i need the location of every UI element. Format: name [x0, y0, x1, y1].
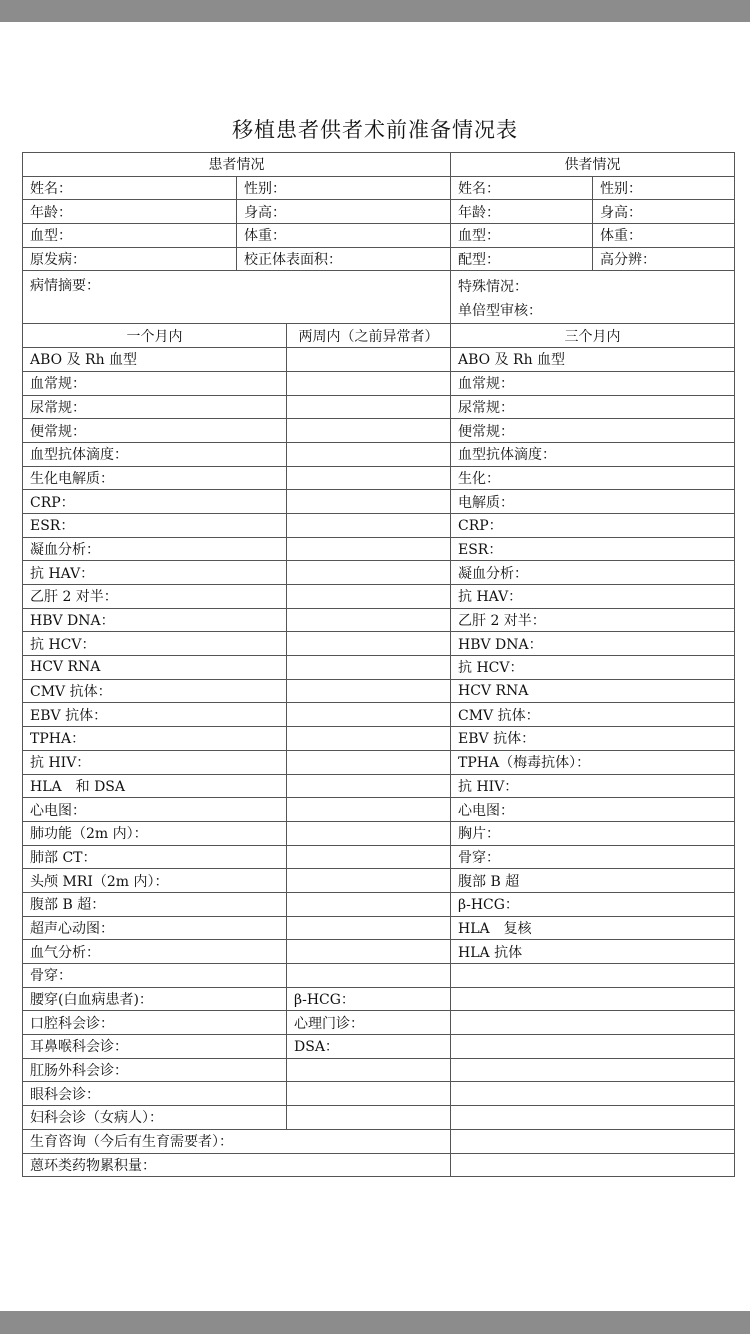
patient-one-month-item: 抗 HCV：: [23, 632, 287, 656]
patient-field: 姓名：: [23, 176, 237, 200]
check-item-row: [23, 466, 735, 490]
patient-field: 体重：: [237, 224, 451, 248]
patient-summary-field: 病情摘要：: [23, 271, 451, 324]
patient-two-week-item: [287, 632, 451, 656]
patient-one-month-item: 超声心动图：: [23, 916, 287, 940]
patient-two-week-item: [287, 348, 451, 372]
check-item-row: [23, 679, 735, 703]
patient-two-week-item: [287, 442, 451, 466]
haplotype-review-label: 单倍型审核：: [458, 303, 542, 320]
check-item-row: [23, 632, 735, 656]
patient-one-month-item: 耳鼻喉科会诊：: [23, 1035, 287, 1059]
patient-two-week-item: [287, 490, 451, 514]
donor-three-month-item: 血常规：: [451, 371, 735, 395]
section-header-row: [23, 153, 735, 177]
patient-one-month-item: 肺部 CT：: [23, 845, 287, 869]
patient-two-week-item: [287, 1082, 451, 1106]
patient-two-week-item: [287, 1106, 451, 1130]
donor-three-month-item: 乙肝 2 对半：: [451, 608, 735, 632]
wide-item-row: [23, 1153, 735, 1177]
patient-one-month-item: ABO 及 Rh 血型: [23, 348, 287, 372]
check-item-row: [23, 987, 735, 1011]
patient-one-month-item: EBV 抗体：: [23, 703, 287, 727]
donor-three-month-item: [451, 964, 735, 988]
donor-three-month-item: 凝血分析：: [451, 561, 735, 585]
patient-one-month-item: 凝血分析：: [23, 537, 287, 561]
donor-three-month-item: [451, 1106, 735, 1130]
check-item-row: [23, 371, 735, 395]
patient-two-week-item: [287, 916, 451, 940]
patient-one-month-item: HLA 和 DSA: [23, 774, 287, 798]
donor-three-month-item: HBV DNA：: [451, 632, 735, 656]
summary-row: [23, 271, 735, 324]
check-item-row: [23, 490, 735, 514]
donor-three-month-item: HLA 复核: [451, 916, 735, 940]
donor-three-month-item: EBV 抗体：: [451, 727, 735, 751]
donor-three-month-item: 生化：: [451, 466, 735, 490]
info-row: [23, 200, 735, 224]
check-item-row: [23, 608, 735, 632]
donor-field: 年龄：: [451, 200, 593, 224]
patient-one-month-item: ESR：: [23, 513, 287, 537]
check-item-row: [23, 442, 735, 466]
patient-two-week-item: β-HCG：: [287, 987, 451, 1011]
period-header-row: [23, 324, 735, 348]
patient-one-month-item: 血常规：: [23, 371, 287, 395]
patient-one-month-item: 头颅 MRI（2m 内）：: [23, 869, 287, 893]
patient-two-week-item: 心理门诊：: [287, 1011, 451, 1035]
check-item-row: [23, 869, 735, 893]
patient-one-month-item: 眼科会诊：: [23, 1082, 287, 1106]
patient-two-week-item: [287, 395, 451, 419]
donor-three-month-item: CMV 抗体：: [451, 703, 735, 727]
donor-three-month-item: [451, 1011, 735, 1035]
patient-one-month-item: 生化电解质：: [23, 466, 287, 490]
patient-one-month-item: 血气分析：: [23, 940, 287, 964]
donor-three-month-item: TPHA（梅毒抗体）：: [451, 750, 735, 774]
top-gray-bar: [0, 0, 750, 22]
patient-wide-item: 生育咨询（今后有生育需要者）：: [23, 1129, 451, 1153]
donor-three-month-item: 血型抗体滴度：: [451, 442, 735, 466]
check-item-row: [23, 395, 735, 419]
donor-three-month-item: 抗 HAV：: [451, 585, 735, 609]
donor-three-month-item: [451, 1058, 735, 1082]
patient-field: 校正体表面积：: [237, 247, 451, 271]
patient-one-month-item: 肺功能（2m 内）：: [23, 821, 287, 845]
patient-two-week-item: [287, 513, 451, 537]
donor-three-month-item: 腹部 B 超: [451, 869, 735, 893]
patient-two-week-item: [287, 585, 451, 609]
donor-field: 身高：: [593, 200, 735, 224]
patient-one-month-item: 便常规：: [23, 419, 287, 443]
patient-two-week-item: [287, 703, 451, 727]
donor-three-month-item: 抗 HCV：: [451, 656, 735, 680]
info-row: [23, 176, 735, 200]
patient-section-header: 患者情况: [23, 153, 451, 177]
donor-three-month-item: 尿常规：: [451, 395, 735, 419]
info-row: [23, 247, 735, 271]
donor-field: 血型：: [451, 224, 593, 248]
check-item-row: [23, 845, 735, 869]
patient-two-week-item: [287, 371, 451, 395]
check-item-row: [23, 561, 735, 585]
check-item-row: [23, 798, 735, 822]
patient-field: 身高：: [237, 200, 451, 224]
patient-two-week-item: [287, 892, 451, 916]
donor-three-month-item: 抗 HIV：: [451, 774, 735, 798]
donor-three-month-item: ABO 及 Rh 血型: [451, 348, 735, 372]
check-item-row: [23, 537, 735, 561]
check-item-row: [23, 1082, 735, 1106]
donor-three-month-item: β-HCG：: [451, 892, 735, 916]
donor-field: 姓名：: [451, 176, 593, 200]
patient-one-month-item: 骨穿：: [23, 964, 287, 988]
check-item-row: [23, 892, 735, 916]
patient-two-week-item: [287, 750, 451, 774]
check-item-row: [23, 774, 735, 798]
patient-two-week-item: [287, 774, 451, 798]
donor-three-month-item: 胸片：: [451, 821, 735, 845]
bottom-gray-bar: [0, 1311, 750, 1334]
patient-one-month-item: 抗 HIV：: [23, 750, 287, 774]
patient-two-week-item: [287, 1058, 451, 1082]
donor-section-header: 供者情况: [451, 153, 735, 177]
check-item-row: [23, 750, 735, 774]
patient-one-month-item: 抗 HAV：: [23, 561, 287, 585]
donor-field: 高分辨：: [593, 247, 735, 271]
donor-three-month-item: 便常规：: [451, 419, 735, 443]
patient-one-month-item: TPHA：: [23, 727, 287, 751]
donor-three-month-item: ESR：: [451, 537, 735, 561]
patient-one-month-item: 乙肝 2 对半：: [23, 585, 287, 609]
check-item-row: [23, 940, 735, 964]
check-item-row: [23, 1106, 735, 1130]
info-row: [23, 224, 735, 248]
donor-three-month-item: HCV RNA: [451, 679, 735, 703]
donor-summary-field: [451, 271, 735, 324]
patient-two-week-item: [287, 561, 451, 585]
check-item-row: [23, 656, 735, 680]
check-item-row: [23, 964, 735, 988]
patient-field: 年龄：: [23, 200, 237, 224]
check-item-row: [23, 1035, 735, 1059]
patient-two-week-item: [287, 537, 451, 561]
patient-two-week-item: [287, 940, 451, 964]
donor-empty-cell: [451, 1153, 735, 1177]
donor-three-month-item: 心电图：: [451, 798, 735, 822]
donor-three-month-item: [451, 1082, 735, 1106]
check-item-row: [23, 916, 735, 940]
patient-two-week-item: [287, 821, 451, 845]
patient-wide-item: 蒽环类药物累积量：: [23, 1153, 451, 1177]
patient-one-month-item: 腹部 B 超：: [23, 892, 287, 916]
patient-field: 原发病：: [23, 247, 237, 271]
patient-one-month-item: 腰穿(白血病患者)：: [23, 987, 287, 1011]
wide-item-row: [23, 1129, 735, 1153]
check-item-row: [23, 727, 735, 751]
special-situation-label: 特殊情况：: [458, 279, 528, 296]
check-item-row: [23, 703, 735, 727]
patient-one-month-item: HBV DNA：: [23, 608, 287, 632]
donor-three-month-item: [451, 1035, 735, 1059]
patient-two-week-item: [287, 869, 451, 893]
patient-two-week-item: [287, 964, 451, 988]
patient-two-week-item: DSA：: [287, 1035, 451, 1059]
patient-one-month-item: CMV 抗体：: [23, 679, 287, 703]
check-item-row: [23, 585, 735, 609]
three-months-header: 三个月内: [451, 324, 735, 348]
donor-three-month-item: HLA 抗体: [451, 940, 735, 964]
check-item-row: [23, 348, 735, 372]
patient-two-week-item: [287, 419, 451, 443]
patient-one-month-item: 肛肠外科会诊：: [23, 1058, 287, 1082]
donor-field: 体重：: [593, 224, 735, 248]
donor-field: 性别：: [593, 176, 735, 200]
donor-empty-cell: [451, 1129, 735, 1153]
patient-one-month-item: 血型抗体滴度：: [23, 442, 287, 466]
patient-one-month-item: 心电图：: [23, 798, 287, 822]
pre-transplant-form-table: [22, 152, 735, 1177]
check-item-row: [23, 821, 735, 845]
patient-one-month-item: CRP：: [23, 490, 287, 514]
patient-one-month-item: 尿常规：: [23, 395, 287, 419]
patient-two-week-item: [287, 608, 451, 632]
check-item-row: [23, 513, 735, 537]
patient-two-week-item: [287, 679, 451, 703]
check-item-row: [23, 419, 735, 443]
donor-three-month-item: 骨穿：: [451, 845, 735, 869]
patient-field: 血型：: [23, 224, 237, 248]
patient-two-week-item: [287, 798, 451, 822]
donor-three-month-item: 电解质：: [451, 490, 735, 514]
patient-one-month-item: 口腔科会诊：: [23, 1011, 287, 1035]
two-weeks-header: 两周内（之前异常者）: [287, 324, 451, 348]
patient-two-week-item: [287, 845, 451, 869]
patient-two-week-item: [287, 727, 451, 751]
donor-three-month-item: [451, 987, 735, 1011]
patient-two-week-item: [287, 466, 451, 490]
check-item-row: [23, 1011, 735, 1035]
patient-one-month-item: HCV RNA: [23, 656, 287, 680]
form-title: 移植患者供者术前准备情况表: [232, 118, 518, 142]
donor-field: 配型：: [451, 247, 593, 271]
patient-two-week-item: [287, 656, 451, 680]
one-month-header: 一个月内: [23, 324, 287, 348]
donor-three-month-item: CRP：: [451, 513, 735, 537]
check-item-row: [23, 1058, 735, 1082]
patient-field: 性别：: [237, 176, 451, 200]
patient-one-month-item: 妇科会诊（女病人）：: [23, 1106, 287, 1130]
